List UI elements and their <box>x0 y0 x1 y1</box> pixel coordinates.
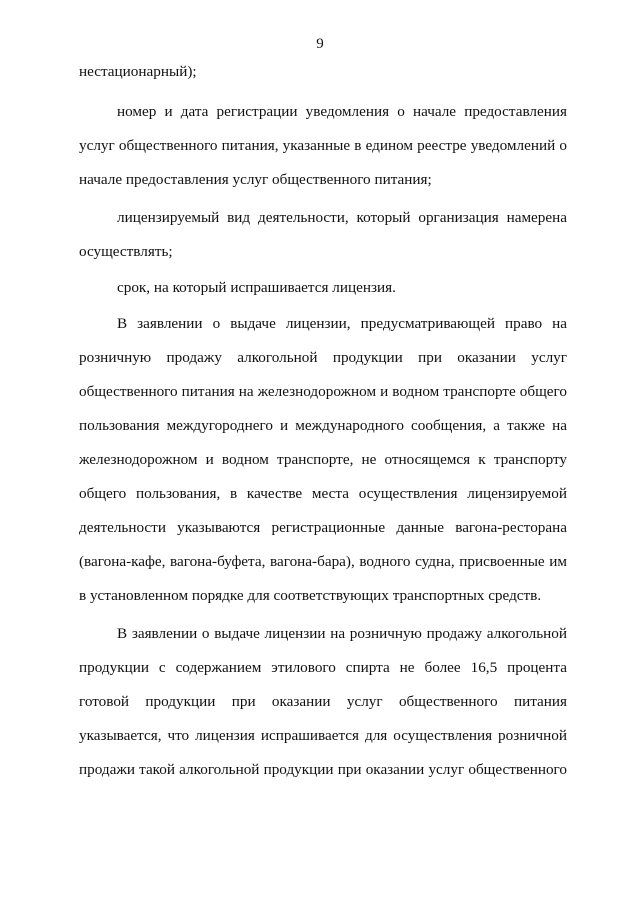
text-line-content: деятельности указываются регистрационные данные вагона-ресторана <box>79 519 567 536</box>
text-line <box>79 651 567 685</box>
text-line <box>79 201 567 235</box>
text-line-content: продажи такой алкогольной продукции при оказании услуг общественного <box>79 761 567 778</box>
text-line-content: железнодорожном и водном транспорте, не относящемся к транспорту <box>79 451 567 468</box>
text-line <box>79 129 567 163</box>
text-line <box>79 163 567 197</box>
text-line <box>79 55 567 89</box>
text-line <box>79 235 567 269</box>
text-line-content: начале предоставления услуг общественного питания; <box>79 171 432 188</box>
text-line <box>79 753 567 787</box>
text-line <box>79 617 567 651</box>
text-line-content: В заявлении о выдаче лицензии, предусматривающей право на <box>117 315 567 332</box>
text-line-content: номер и дата регистрации уведомления о начале предоставления <box>117 103 567 120</box>
text-line <box>79 579 567 613</box>
text-line <box>79 511 567 545</box>
text-line-content: в установленном порядке для соответствующих транспортных средств. <box>79 587 542 604</box>
text-line <box>79 95 567 129</box>
text-line-content: осуществлять; <box>79 243 173 260</box>
text-line-content: срок, на который испрашивается лицензия. <box>117 279 396 296</box>
text-line <box>79 443 567 477</box>
text-line-content: пользования междугороднего и международного сообщения, а также на <box>79 417 567 434</box>
text-line-content: готовой продукции при оказании услуг общественного питания <box>79 693 567 710</box>
text-line <box>79 271 567 305</box>
text-line-content: (вагона-кафе, вагона-буфета, вагона-бара), водного судна, присвоенные им <box>79 553 567 570</box>
text-line-content: розничную продажу алкогольной продукции при оказании услуг <box>79 349 567 366</box>
page-number: 9 <box>316 36 324 52</box>
text-line-content: общественного питания на железнодорожном и водном транспорте общего <box>79 383 567 400</box>
text-line-content: общего пользования, в качестве места осуществления лицензируемой <box>79 485 567 502</box>
text-line-content: указывается, что лицензия испрашивается для осуществления розничной <box>79 727 567 744</box>
text-line-content: продукции с содержанием этилового спирта не более 16,5 процента <box>79 659 567 676</box>
text-line <box>79 477 567 511</box>
text-line-content: нестационарный); <box>79 63 197 80</box>
text-line-content: лицензируемый вид деятельности, который организация намерена <box>117 209 567 226</box>
text-line <box>79 409 567 443</box>
text-line <box>79 719 567 753</box>
text-line <box>79 341 567 375</box>
text-line <box>79 307 567 341</box>
text-line <box>79 375 567 409</box>
text-line <box>79 685 567 719</box>
text-line-content: услуг общественного питания, указанные в едином реестре уведомлений о <box>79 137 567 154</box>
text-line <box>79 545 567 579</box>
text-line-content: В заявлении о выдаче лицензии на розничную продажу алкогольной <box>117 625 567 642</box>
